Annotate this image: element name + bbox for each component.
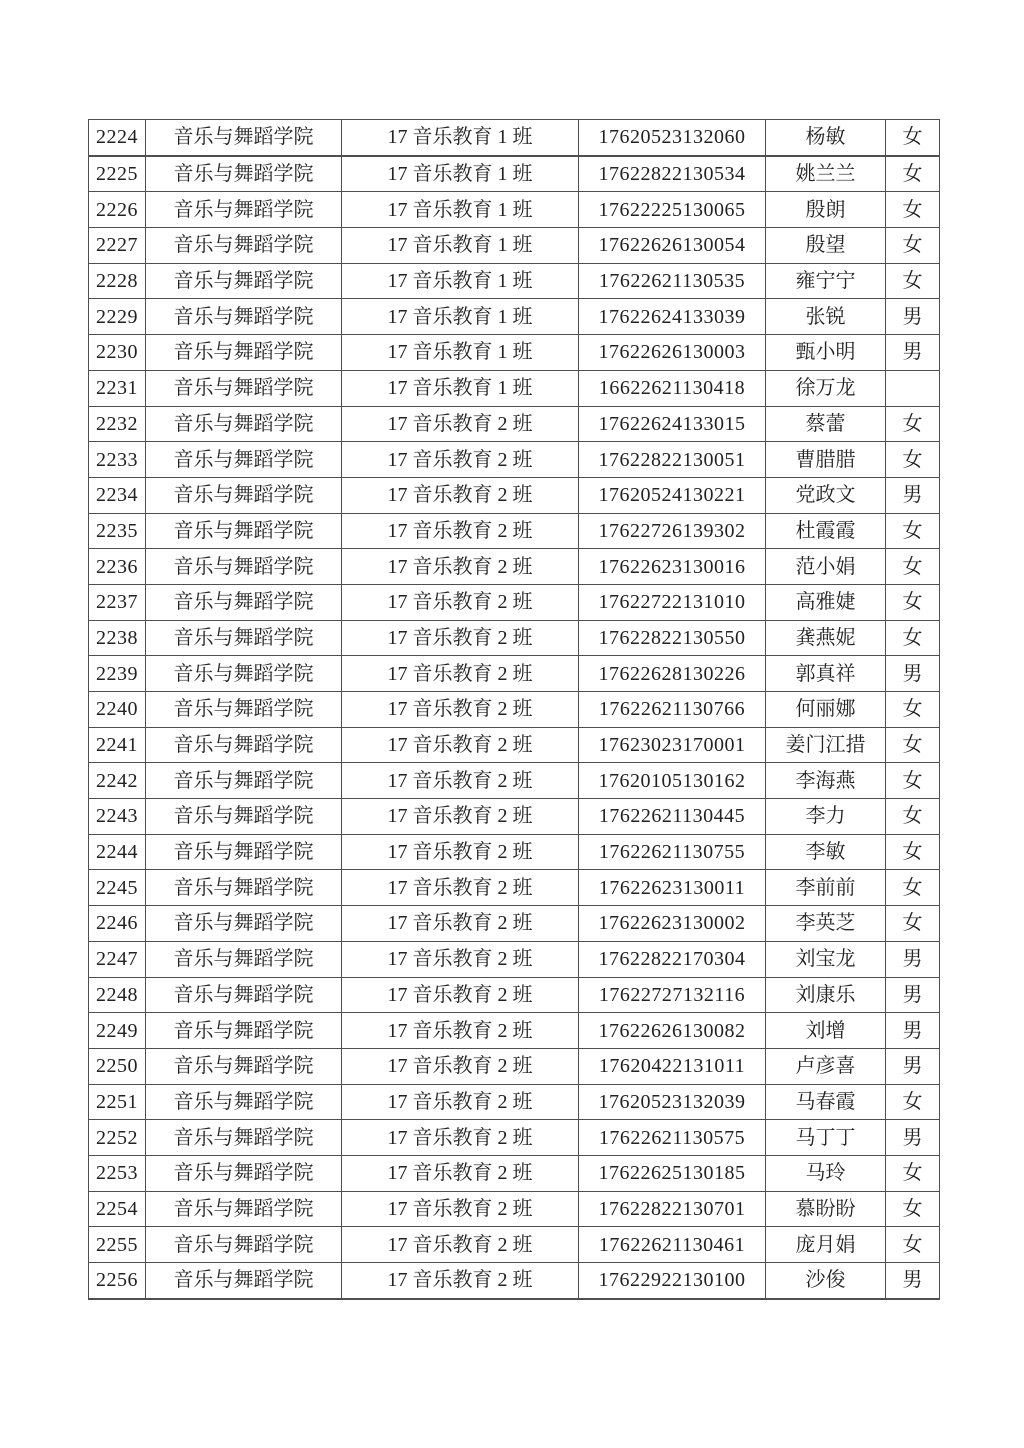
name-cell: 刘康乐 xyxy=(766,977,886,1013)
row-number-cell: 2249 xyxy=(89,1013,146,1049)
table-row xyxy=(89,263,940,299)
table-row xyxy=(89,120,940,156)
student-id-cell: 17622623130016 xyxy=(579,549,766,585)
college-cell: 音乐与舞蹈学院 xyxy=(146,228,342,264)
table-row xyxy=(89,1013,940,1049)
student-id-cell: 17620523132060 xyxy=(579,120,766,156)
class-cell: 17 音乐教育 2 班 xyxy=(342,906,579,942)
gender-cell: 男 xyxy=(886,299,940,335)
table-row xyxy=(89,370,940,406)
name-cell: 范小娟 xyxy=(766,549,886,585)
table-row xyxy=(89,156,940,192)
row-number-cell: 2251 xyxy=(89,1084,146,1120)
college-cell: 音乐与舞蹈学院 xyxy=(146,799,342,835)
college-cell: 音乐与舞蹈学院 xyxy=(146,442,342,478)
row-number-cell: 2245 xyxy=(89,870,146,906)
table-row xyxy=(89,513,940,549)
class-cell: 17 音乐教育 2 班 xyxy=(342,584,579,620)
student-id-cell: 17622624133015 xyxy=(579,406,766,442)
row-number-cell: 2235 xyxy=(89,513,146,549)
student-id-cell: 17622626130082 xyxy=(579,1013,766,1049)
class-cell: 17 音乐教育 1 班 xyxy=(342,263,579,299)
class-cell: 17 音乐教育 2 班 xyxy=(342,870,579,906)
name-cell: 杨敏 xyxy=(766,120,886,156)
row-number-cell: 2231 xyxy=(89,370,146,406)
student-id-cell: 17622625130185 xyxy=(579,1155,766,1191)
class-cell: 17 音乐教育 2 班 xyxy=(342,727,579,763)
table-row xyxy=(89,763,940,799)
class-cell: 17 音乐教育 1 班 xyxy=(342,228,579,264)
name-cell: 郭真祥 xyxy=(766,656,886,692)
gender-cell: 男 xyxy=(886,941,940,977)
student-id-cell: 17622726139302 xyxy=(579,513,766,549)
table-row xyxy=(89,834,940,870)
row-number-cell: 2246 xyxy=(89,906,146,942)
college-cell: 音乐与舞蹈学院 xyxy=(146,406,342,442)
college-cell: 音乐与舞蹈学院 xyxy=(146,1263,342,1299)
class-cell: 17 音乐教育 2 班 xyxy=(342,1263,579,1299)
college-cell: 音乐与舞蹈学院 xyxy=(146,513,342,549)
row-number-cell: 2226 xyxy=(89,192,146,228)
table-row xyxy=(89,870,940,906)
name-cell: 曹腊腊 xyxy=(766,442,886,478)
class-cell: 17 音乐教育 2 班 xyxy=(342,1227,579,1263)
student-id-cell: 17622822130534 xyxy=(579,156,766,192)
student-id-cell: 17622621130575 xyxy=(579,1120,766,1156)
class-cell: 17 音乐教育 2 班 xyxy=(342,1120,579,1156)
table-row xyxy=(89,1155,940,1191)
student-id-cell: 17620422131011 xyxy=(579,1048,766,1084)
row-number-cell: 2254 xyxy=(89,1191,146,1227)
row-number-cell: 2250 xyxy=(89,1048,146,1084)
student-id-cell: 17622722131010 xyxy=(579,584,766,620)
college-cell: 音乐与舞蹈学院 xyxy=(146,263,342,299)
gender-cell: 男 xyxy=(886,335,940,371)
gender-cell: 女 xyxy=(886,156,940,192)
table-row xyxy=(89,228,940,264)
student-id-cell: 17620105130162 xyxy=(579,763,766,799)
gender-cell: 女 xyxy=(886,1227,940,1263)
table-row xyxy=(89,1048,940,1084)
class-cell: 17 音乐教育 1 班 xyxy=(342,299,579,335)
gender-cell: 女 xyxy=(886,549,940,585)
class-cell: 17 音乐教育 2 班 xyxy=(342,941,579,977)
student-id-cell: 17620524130221 xyxy=(579,477,766,513)
class-cell: 17 音乐教育 2 班 xyxy=(342,549,579,585)
gender-cell: 男 xyxy=(886,1013,940,1049)
gender-cell: 女 xyxy=(886,799,940,835)
table-row xyxy=(89,192,940,228)
college-cell: 音乐与舞蹈学院 xyxy=(146,620,342,656)
name-cell: 姚兰兰 xyxy=(766,156,886,192)
gender-cell xyxy=(886,370,940,406)
table-row xyxy=(89,1227,940,1263)
row-number-cell: 2252 xyxy=(89,1120,146,1156)
gender-cell: 女 xyxy=(886,834,940,870)
gender-cell: 女 xyxy=(886,513,940,549)
table-row xyxy=(89,1084,940,1120)
row-number-cell: 2228 xyxy=(89,263,146,299)
row-number-cell: 2237 xyxy=(89,584,146,620)
row-number-cell: 2247 xyxy=(89,941,146,977)
row-number-cell: 2256 xyxy=(89,1263,146,1299)
gender-cell: 女 xyxy=(886,584,940,620)
name-cell: 李海燕 xyxy=(766,763,886,799)
name-cell: 李力 xyxy=(766,799,886,835)
name-cell: 马玲 xyxy=(766,1155,886,1191)
name-cell: 刘宝龙 xyxy=(766,941,886,977)
row-number-cell: 2239 xyxy=(89,656,146,692)
college-cell: 音乐与舞蹈学院 xyxy=(146,299,342,335)
name-cell: 慕盼盼 xyxy=(766,1191,886,1227)
name-cell: 刘增 xyxy=(766,1013,886,1049)
gender-cell: 男 xyxy=(886,1048,940,1084)
student-id-cell: 16622621130418 xyxy=(579,370,766,406)
college-cell: 音乐与舞蹈学院 xyxy=(146,977,342,1013)
gender-cell: 女 xyxy=(886,406,940,442)
college-cell: 音乐与舞蹈学院 xyxy=(146,1084,342,1120)
student-id-cell: 17622626130003 xyxy=(579,335,766,371)
class-cell: 17 音乐教育 1 班 xyxy=(342,370,579,406)
gender-cell: 女 xyxy=(886,763,940,799)
student-id-cell: 17622225130065 xyxy=(579,192,766,228)
gender-cell: 女 xyxy=(886,727,940,763)
gender-cell: 女 xyxy=(886,192,940,228)
gender-cell: 女 xyxy=(886,1191,940,1227)
student-id-cell: 17622621130535 xyxy=(579,263,766,299)
row-number-cell: 2236 xyxy=(89,549,146,585)
gender-cell: 女 xyxy=(886,906,940,942)
gender-cell: 女 xyxy=(886,228,940,264)
class-cell: 17 音乐教育 2 班 xyxy=(342,763,579,799)
gender-cell: 女 xyxy=(886,120,940,156)
table-row xyxy=(89,799,940,835)
college-cell: 音乐与舞蹈学院 xyxy=(146,906,342,942)
college-cell: 音乐与舞蹈学院 xyxy=(146,727,342,763)
college-cell: 音乐与舞蹈学院 xyxy=(146,584,342,620)
student-id-cell: 17620523132039 xyxy=(579,1084,766,1120)
name-cell: 沙俊 xyxy=(766,1263,886,1299)
name-cell: 马丁丁 xyxy=(766,1120,886,1156)
student-id-cell: 17622623130002 xyxy=(579,906,766,942)
row-number-cell: 2243 xyxy=(89,799,146,835)
class-cell: 17 音乐教育 1 班 xyxy=(342,335,579,371)
row-number-cell: 2234 xyxy=(89,477,146,513)
student-id-cell: 17622922130100 xyxy=(579,1263,766,1299)
name-cell: 龚燕妮 xyxy=(766,620,886,656)
table-row xyxy=(89,549,940,585)
class-cell: 17 音乐教育 2 班 xyxy=(342,1013,579,1049)
name-cell: 李英芝 xyxy=(766,906,886,942)
table-row xyxy=(89,727,940,763)
row-number-cell: 2232 xyxy=(89,406,146,442)
college-cell: 音乐与舞蹈学院 xyxy=(146,1013,342,1049)
college-cell: 音乐与舞蹈学院 xyxy=(146,1120,342,1156)
college-cell: 音乐与舞蹈学院 xyxy=(146,941,342,977)
table-row xyxy=(89,335,940,371)
name-cell: 张锐 xyxy=(766,299,886,335)
student-id-cell: 17622822130550 xyxy=(579,620,766,656)
row-number-cell: 2233 xyxy=(89,442,146,478)
gender-cell: 女 xyxy=(886,620,940,656)
student-id-cell: 17622623130011 xyxy=(579,870,766,906)
class-cell: 17 音乐教育 2 班 xyxy=(342,477,579,513)
gender-cell: 男 xyxy=(886,656,940,692)
name-cell: 卢彦喜 xyxy=(766,1048,886,1084)
table-row xyxy=(89,477,940,513)
college-cell: 音乐与舞蹈学院 xyxy=(146,692,342,728)
name-cell: 庞月娟 xyxy=(766,1227,886,1263)
row-number-cell: 2227 xyxy=(89,228,146,264)
college-cell: 音乐与舞蹈学院 xyxy=(146,1155,342,1191)
row-number-cell: 2242 xyxy=(89,763,146,799)
class-cell: 17 音乐教育 2 班 xyxy=(342,620,579,656)
table-row xyxy=(89,692,940,728)
row-number-cell: 2253 xyxy=(89,1155,146,1191)
table-row xyxy=(89,442,940,478)
gender-cell: 男 xyxy=(886,1120,940,1156)
name-cell: 党政文 xyxy=(766,477,886,513)
name-cell: 殷望 xyxy=(766,228,886,264)
name-cell: 何丽娜 xyxy=(766,692,886,728)
gender-cell: 男 xyxy=(886,977,940,1013)
college-cell: 音乐与舞蹈学院 xyxy=(146,156,342,192)
class-cell: 17 音乐教育 2 班 xyxy=(342,442,579,478)
college-cell: 音乐与舞蹈学院 xyxy=(146,477,342,513)
row-number-cell: 2225 xyxy=(89,156,146,192)
student-id-cell: 17622822130051 xyxy=(579,442,766,478)
student-id-cell: 17622621130445 xyxy=(579,799,766,835)
table-row xyxy=(89,1191,940,1227)
name-cell: 李敏 xyxy=(766,834,886,870)
gender-cell: 男 xyxy=(886,1263,940,1299)
student-id-cell: 17622727132116 xyxy=(579,977,766,1013)
table-row xyxy=(89,620,940,656)
college-cell: 音乐与舞蹈学院 xyxy=(146,763,342,799)
name-cell: 甄小明 xyxy=(766,335,886,371)
class-cell: 17 音乐教育 1 班 xyxy=(342,192,579,228)
row-number-cell: 2240 xyxy=(89,692,146,728)
row-number-cell: 2238 xyxy=(89,620,146,656)
name-cell: 蔡蕾 xyxy=(766,406,886,442)
row-number-cell: 2230 xyxy=(89,335,146,371)
class-cell: 17 音乐教育 1 班 xyxy=(342,156,579,192)
gender-cell: 女 xyxy=(886,263,940,299)
class-cell: 17 音乐教育 2 班 xyxy=(342,1155,579,1191)
table-row xyxy=(89,1263,940,1299)
college-cell: 音乐与舞蹈学院 xyxy=(146,549,342,585)
class-cell: 17 音乐教育 1 班 xyxy=(342,120,579,156)
table-row xyxy=(89,299,940,335)
name-cell: 姜门江措 xyxy=(766,727,886,763)
name-cell: 高雅婕 xyxy=(766,584,886,620)
student-id-cell: 17622624133039 xyxy=(579,299,766,335)
name-cell: 马春霞 xyxy=(766,1084,886,1120)
college-cell: 音乐与舞蹈学院 xyxy=(146,1227,342,1263)
college-cell: 音乐与舞蹈学院 xyxy=(146,656,342,692)
name-cell: 杜霞霞 xyxy=(766,513,886,549)
gender-cell: 女 xyxy=(886,442,940,478)
student-roster-table xyxy=(88,119,940,1300)
table-row xyxy=(89,906,940,942)
class-cell: 17 音乐教育 2 班 xyxy=(342,977,579,1013)
row-number-cell: 2229 xyxy=(89,299,146,335)
student-id-cell: 17622628130226 xyxy=(579,656,766,692)
college-cell: 音乐与舞蹈学院 xyxy=(146,335,342,371)
roster-table-body xyxy=(89,120,940,1299)
table-row xyxy=(89,584,940,620)
college-cell: 音乐与舞蹈学院 xyxy=(146,120,342,156)
student-id-cell: 17623023170001 xyxy=(579,727,766,763)
college-cell: 音乐与舞蹈学院 xyxy=(146,834,342,870)
college-cell: 音乐与舞蹈学院 xyxy=(146,192,342,228)
row-number-cell: 2241 xyxy=(89,727,146,763)
gender-cell: 女 xyxy=(886,1084,940,1120)
class-cell: 17 音乐教育 2 班 xyxy=(342,1084,579,1120)
row-number-cell: 2255 xyxy=(89,1227,146,1263)
class-cell: 17 音乐教育 2 班 xyxy=(342,692,579,728)
table-row xyxy=(89,1120,940,1156)
table-row xyxy=(89,977,940,1013)
student-id-cell: 17622822130701 xyxy=(579,1191,766,1227)
class-cell: 17 音乐教育 2 班 xyxy=(342,834,579,870)
table-row xyxy=(89,406,940,442)
row-number-cell: 2224 xyxy=(89,120,146,156)
college-cell: 音乐与舞蹈学院 xyxy=(146,1048,342,1084)
class-cell: 17 音乐教育 2 班 xyxy=(342,406,579,442)
name-cell: 雍宁宁 xyxy=(766,263,886,299)
college-cell: 音乐与舞蹈学院 xyxy=(146,870,342,906)
gender-cell: 男 xyxy=(886,477,940,513)
student-id-cell: 17622822170304 xyxy=(579,941,766,977)
table-row xyxy=(89,941,940,977)
student-id-cell: 17622621130461 xyxy=(579,1227,766,1263)
class-cell: 17 音乐教育 2 班 xyxy=(342,1048,579,1084)
gender-cell: 女 xyxy=(886,870,940,906)
student-id-cell: 17622621130755 xyxy=(579,834,766,870)
name-cell: 殷朗 xyxy=(766,192,886,228)
student-id-cell: 17622626130054 xyxy=(579,228,766,264)
gender-cell: 女 xyxy=(886,692,940,728)
row-number-cell: 2248 xyxy=(89,977,146,1013)
table-row xyxy=(89,656,940,692)
class-cell: 17 音乐教育 2 班 xyxy=(342,513,579,549)
gender-cell: 女 xyxy=(886,1155,940,1191)
class-cell: 17 音乐教育 2 班 xyxy=(342,656,579,692)
college-cell: 音乐与舞蹈学院 xyxy=(146,370,342,406)
name-cell: 李前前 xyxy=(766,870,886,906)
student-id-cell: 17622621130766 xyxy=(579,692,766,728)
class-cell: 17 音乐教育 2 班 xyxy=(342,799,579,835)
name-cell: 徐万龙 xyxy=(766,370,886,406)
college-cell: 音乐与舞蹈学院 xyxy=(146,1191,342,1227)
row-number-cell: 2244 xyxy=(89,834,146,870)
class-cell: 17 音乐教育 2 班 xyxy=(342,1191,579,1227)
